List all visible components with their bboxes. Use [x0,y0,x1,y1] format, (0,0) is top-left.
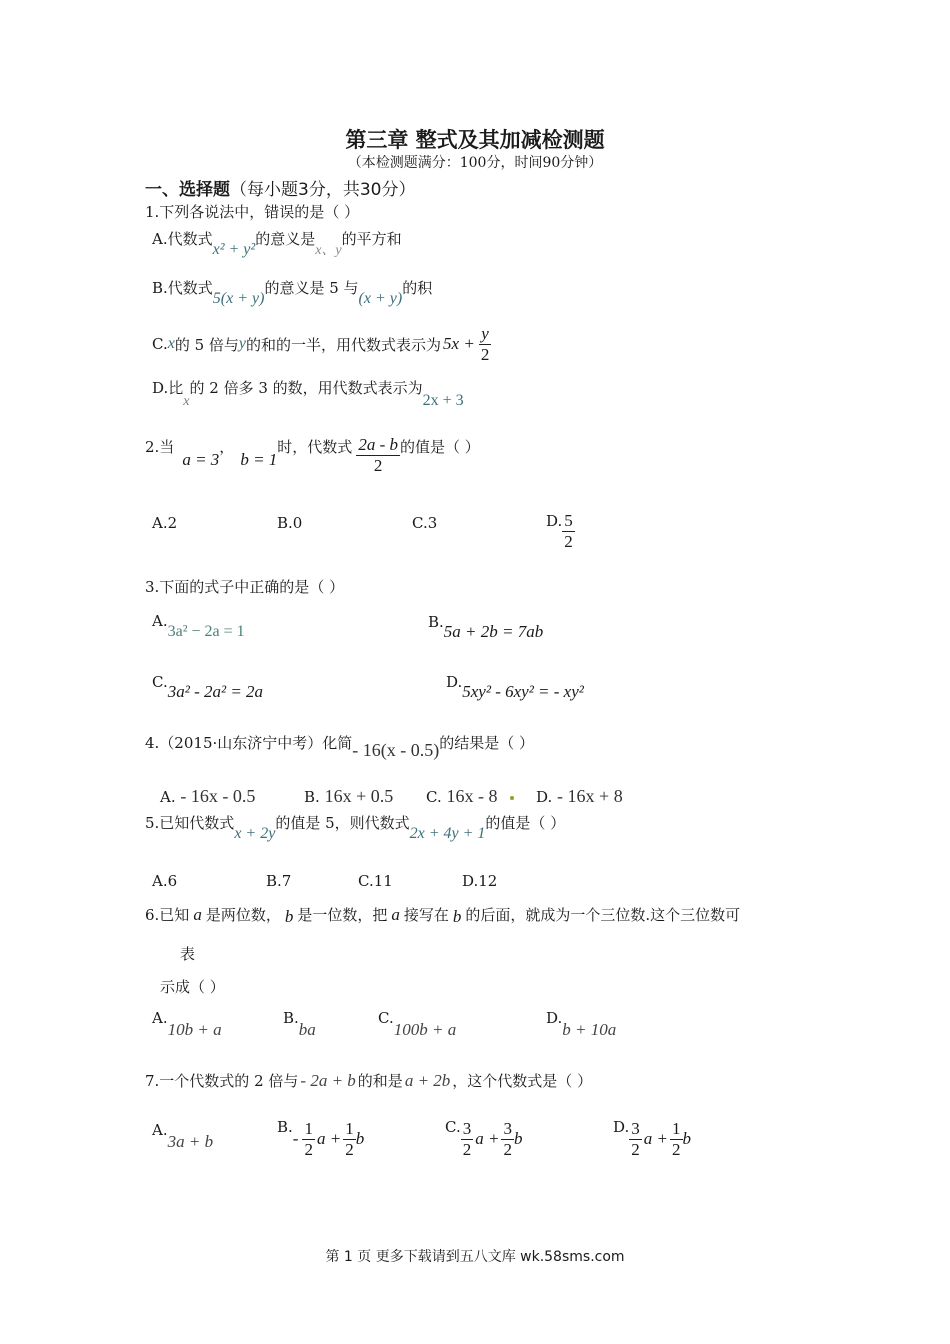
q4-c-expr: 16x - 8 [446,786,498,806]
q5-stem [145,812,566,842]
q3-c-label: C. [152,673,168,691]
q4-option-d [536,786,623,807]
q4-b-expr: 16x + 0.5 [324,786,394,806]
q1-c-prefix: C. [152,335,168,354]
q4-a-label: A. [160,788,176,806]
q7-c-frac1 [461,1120,474,1159]
q5-post: 的值是（ ） [485,814,566,832]
q3-option-d [446,672,584,701]
q3-stem: 3.下面的式子中正确的是（ ） [145,578,345,596]
q1-c-num: y [481,324,489,343]
q1-c-mid1: 的 5 倍与 [174,335,239,354]
q7-b-label: B. [277,1118,293,1136]
q7-option-c [445,1118,522,1159]
q7-d-mid: a + [643,1129,668,1149]
q5-expr2: 2x + 4y + 1 [409,825,486,842]
q7-option-a [152,1120,214,1151]
q6-b: b [284,907,294,926]
q1-a-expr: x² + y² [212,241,256,258]
q1-a-post: 的平方和 [341,230,402,248]
q7-b-d2: 2 [345,1139,354,1159]
q7-a-label: A. [152,1121,168,1139]
q6-post: 的后面，就成为一个三位数.这个三位数可 [465,906,741,924]
q5-prefix: 5.已知代数式 [145,814,235,832]
q6-b-expr: ba [298,1020,316,1039]
section-heading [145,175,415,200]
q1-d-expr: 2x + 3 [422,392,464,409]
q7-c-tail: b [513,1129,523,1149]
q7-d-label: D. [613,1118,630,1136]
q5-expr1: x + 2y [234,825,276,842]
q2-a-value: a = 3 [182,450,220,469]
q7-mid: 的和是 [357,1072,403,1090]
q6-d-label: D. [546,1009,563,1027]
q4-prefix: 4.（2015·山东济宁中考）化简 [145,734,353,752]
q7-stem [145,1070,592,1091]
q6-line2: 表 [180,945,196,963]
q1-c-den: 2 [480,344,490,364]
q2-d-den: 2 [564,531,573,551]
q7-d-tail: b [682,1129,691,1149]
q7-expr2: a + 2b [404,1071,451,1090]
section-note: （每小题3分，共30分） [230,180,416,200]
q1-c-lhs: 5x + [443,334,475,354]
q1-a-vars: x、y [315,243,342,258]
q1-c-fraction [479,325,492,364]
q1-c-y: y [238,335,247,353]
q7-d-d2: 2 [672,1139,681,1159]
q3-b-label: B. [428,613,444,631]
q4-post: 的结果是（ ） [439,734,535,752]
q6-a-expr: 10b + a [167,1020,222,1039]
q6-mid1: 是两位数， [205,906,281,924]
q4-d-label: D. [536,788,553,806]
q7-option-b [277,1118,364,1159]
q6-c-expr: 100b + a [393,1020,457,1039]
q3-option-c [152,672,264,701]
q6-line3: 示成（ ） [160,978,225,996]
q3-d-label: D. [446,673,463,691]
q1-b-expr2: (x + y) [358,290,403,307]
q5-option-c: C.11 [358,872,393,890]
q6-mid2: 是一位数，把 [297,906,388,924]
q7-c-frac2 [501,1120,514,1159]
q6-a-label: A. [152,1009,168,1027]
q6-b2: b [452,907,462,926]
q3-c-expr: 3a² - 2a² = 2a [167,682,264,701]
q1-option-b [152,277,433,307]
q7-b-n2: 1 [345,1119,354,1138]
q7-a-expr: 3a + b [167,1132,214,1151]
q2-option-c: C.3 [412,514,438,532]
q7-b-sign: - [292,1129,299,1149]
page-title: 第三章 整式及其加减检测题 [345,128,605,152]
q7-c-mid: a + [475,1129,500,1149]
q6-stem [145,904,740,925]
q4-a-expr: - 16x - 0.5 [180,786,256,806]
q4-stem [145,732,535,760]
q2-stem [145,436,480,475]
q6-option-d [546,1008,617,1039]
q2-d-fraction [562,512,575,551]
q6-c-label: C. [378,1009,394,1027]
stray-dot [510,796,514,800]
q7-b-expr [293,1120,364,1159]
q6-b-label: B. [283,1009,299,1027]
q7-b-frac2 [343,1120,356,1159]
q4-option-a [160,786,255,807]
page-subtitle: （本检测题满分：100分，时间90分钟） [347,155,603,171]
q7-d-expr [629,1120,691,1159]
q1-b-mid: 的意义是 5 与 [264,279,359,297]
q2-option-b: B.0 [277,514,303,532]
q6-a: a [193,905,202,924]
q2-b-value: b = 1 [240,450,278,469]
q2-option-d [546,512,575,551]
q7-post: ，这个代数式是（ ） [452,1072,593,1090]
q1-b-post: 的积 [402,279,433,297]
q7-option-d [613,1118,691,1159]
q4-b-label: B. [304,788,320,806]
q7-c-label: C. [445,1118,461,1136]
q6-option-c [378,1008,457,1039]
q5-mid: 的值是 5，则代数式 [275,814,410,832]
q3-a-label: A. [152,612,168,630]
section-label: 一、选择题 [145,180,230,200]
q2-d-label: D. [546,512,563,530]
q1-option-c [152,325,491,364]
q6-a2: a [391,905,400,924]
q7-c-d1: 2 [462,1139,472,1159]
q3-a-expr: 3a² − 2a = 1 [167,623,245,640]
q7-c-n1: 3 [462,1119,472,1138]
q7-b-n1: 1 [304,1119,313,1138]
q1-option-d [152,377,464,409]
q4-option-c [426,786,514,807]
q1-c-mid2: 的和的一半，用代数式表示为 [246,335,442,354]
q7-b-frac1 [302,1120,315,1159]
q1-b-prefix: B.代数式 [152,279,213,297]
q2-prefix: 2.当 [145,438,175,456]
q7-expr1: - 2a + b [300,1071,356,1090]
q3-b-expr: 5a + 2b = 7ab [443,622,544,641]
q7-d-d1: 2 [631,1139,640,1159]
q4-option-b [304,786,393,807]
q2-separator: ， [219,438,235,456]
q2-den: 2 [373,455,383,475]
q1-c-x: x [167,335,175,353]
q1-d-prefix: D.比 [152,379,184,397]
q7-d-n2: 1 [672,1119,681,1138]
q1-a-prefix: A.代数式 [152,230,213,248]
q1-a-mid: 的意义是 [255,230,316,248]
q2-d-num: 5 [564,511,573,530]
q7-b-tail: b [355,1129,365,1149]
q5-option-a: A.6 [152,872,178,890]
q1-d-mid: 的 2 倍多 3 的数，用代数式表示为 [189,379,423,397]
q5-option-d: D.12 [462,872,498,890]
q6-prefix: 6.已知 [145,906,190,924]
q4-d-expr: - 16x + 8 [557,786,623,806]
q1-b-expr: 5(x + y) [212,290,265,307]
q2-option-a: A.2 [152,514,178,532]
q6-mid3: 接写在 [403,906,449,924]
q6-option-a [152,1008,222,1039]
q7-d-frac1 [629,1120,642,1159]
q7-d-frac2 [670,1120,683,1159]
q6-d-expr: b + 10a [562,1020,617,1039]
q2-post: 的值是（ ） [399,438,480,456]
q7-prefix: 7.一个代数式的 2 倍与 [145,1072,299,1090]
q2-fraction [356,436,400,475]
q1-d-x: x [183,394,190,409]
q7-c-d2: 2 [503,1139,512,1159]
page-footer: 第 1 页 更多下载请到五八文库 wk.58sms.com [325,1249,625,1265]
q4-c-label: C. [426,788,442,806]
q2-num: 2a - b [358,435,398,454]
q6-option-b [283,1008,316,1039]
q7-c-expr [461,1120,523,1159]
q3-d-expr: 5xy² - 6xy² = - xy² [462,682,584,701]
q3-option-b [428,612,544,641]
q7-d-n1: 3 [631,1119,640,1138]
q3-option-a [152,612,245,640]
q7-b-d1: 2 [304,1139,313,1159]
q7-c-n2: 3 [503,1119,512,1138]
q5-option-b: B.7 [266,872,292,890]
q7-b-mid: a + [316,1129,342,1149]
q2-mid: 时，代数式 [277,438,353,456]
q1-stem: 1.下列各说法中，错误的是（ ） [145,203,360,221]
q1-option-a [152,228,402,258]
q4-expr: - 16(x - 0.5) [352,740,440,760]
